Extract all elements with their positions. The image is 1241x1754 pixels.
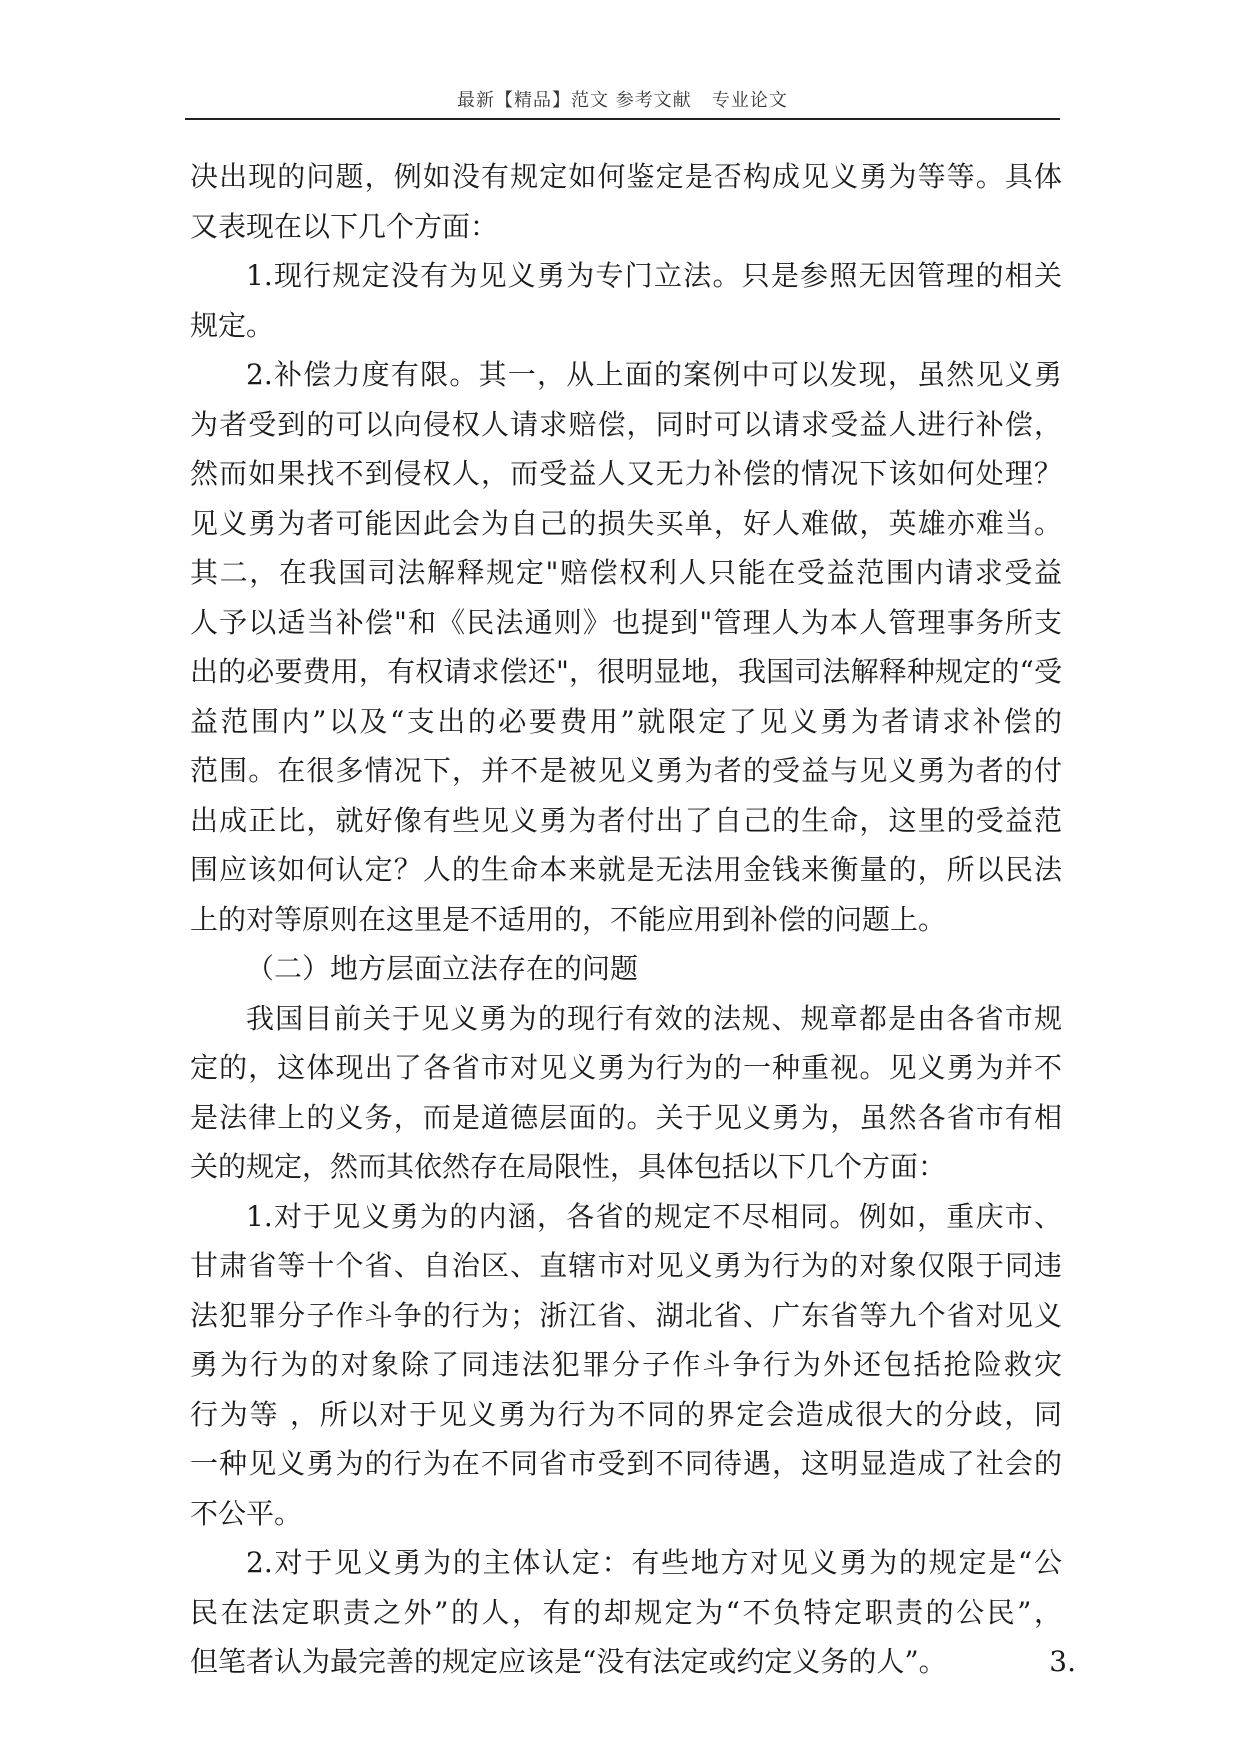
- text-line-content: 不公平。: [190, 1496, 303, 1530]
- text-line-content: 决出现的问题，例如没有规定如何鉴定是否构成见义勇为等等。具体: [190, 160, 1062, 193]
- text-line-content: 一种见义勇为的行为在不同省市受到不同待遇，这明显造成了社会的: [190, 1447, 1062, 1480]
- text-line-content: 规定。: [190, 308, 275, 342]
- text-line: [190, 350, 1062, 400]
- text-line-content: 2.对于见义勇为的主体认定：有些地方对见义勇为的规定是“公: [246, 1546, 1062, 1579]
- text-line: [190, 746, 1062, 796]
- text-line-content: 为者受到的可以向侵权人请求赔偿，同时可以请求受益人进行补偿，: [190, 407, 1062, 441]
- text-line-content: 出成正比，就好像有些见义勇为者付出了自己的生命，这里的受益范: [190, 803, 1062, 837]
- text-line: [190, 449, 1062, 499]
- text-line-content: 上的对等原则在这里是不适用的，不能应用到补偿的问题上。: [190, 902, 947, 936]
- text-line-content: 但笔者认为最完善的规定应该是“没有法定或约定义务的人”。: [190, 1645, 947, 1678]
- text-line-content: 人予以适当补偿"和《民法通则》也提到"管理人为本人管理事务所支: [190, 605, 1062, 639]
- text-line: [190, 251, 1062, 301]
- list-number: 3.: [1049, 1645, 1076, 1678]
- text-line-content: 见义勇为者可能因此会为自己的损失买单，好人难做，英雄亦难当。: [190, 506, 1062, 540]
- page-header: 最新【精品】范文 参考文献 专业论文: [185, 84, 1060, 120]
- text-line-content: 范围。在很多情况下，并不是被见义勇为者的受益与见义勇为者的付: [190, 754, 1062, 787]
- text-line: [190, 1192, 1062, 1242]
- text-line: [190, 1093, 1062, 1143]
- text-line-content: 我国目前关于见义勇为的现行有效的法规、规章都是由各省市规: [246, 1001, 1062, 1035]
- text-line: [190, 895, 1062, 945]
- text-line: [190, 1390, 1062, 1440]
- text-line-content: 其二，在我国司法解释规定"赔偿权利人只能在受益范围内请求受益: [190, 556, 1062, 589]
- text-line: [190, 1241, 1062, 1291]
- text-line-content: 围应该如何认定？人的生命本来就是无法用金钱来衡量的，所以民法: [190, 853, 1062, 886]
- text-line: [190, 548, 1062, 598]
- text-line: [190, 1489, 1062, 1539]
- text-line: [190, 1340, 1062, 1390]
- text-line-content: 又表现在以下几个方面：: [190, 209, 499, 243]
- text-line: [190, 1538, 1062, 1588]
- text-line-content: 民在法定职责之外”的人，有的却规定为“不负特定职责的公民”，: [190, 1595, 1062, 1629]
- text-line-content: 1.对于见义勇为的内涵，各省的规定不尽相同。例如，重庆市、: [246, 1199, 1062, 1233]
- text-line-content: 出的必要费用，有权请求偿还"，很明显地，我国司法解释种规定的“受: [190, 655, 1062, 688]
- text-line-content: 益范围内”以及“支出的必要费用”就限定了见义勇为者请求补偿的: [190, 704, 1062, 738]
- text-line: [190, 1142, 1062, 1192]
- text-line: [190, 202, 1062, 252]
- text-line: [190, 796, 1062, 846]
- text-line: [190, 994, 1062, 1044]
- text-line-content: 关的规定，然而其依然存在局限性，具体包括以下几个方面：: [190, 1150, 947, 1183]
- text-line: [190, 1637, 1076, 1687]
- text-line-content: 勇为行为的对象除了同违法犯罪分子作斗争行为外还包括抢险救灾: [190, 1348, 1062, 1381]
- text-line-content: 2.补偿力度有限。其一，从上面的案例中可以发现，虽然见义勇: [246, 358, 1062, 391]
- text-line: [190, 1291, 1062, 1341]
- text-line-content: （二）地方层面立法存在的问题: [246, 952, 639, 985]
- text-line-content: 1.现行规定没有为见义勇为专门立法。只是参照无因管理的相关: [246, 259, 1062, 292]
- text-line: [190, 301, 1062, 351]
- text-line: [190, 1043, 1062, 1093]
- section-heading: [190, 944, 1062, 994]
- text-line: [190, 1439, 1062, 1489]
- text-line: [190, 1588, 1062, 1638]
- text-line: [190, 499, 1062, 549]
- text-line-content: 甘肃省等十个省、自治区、直辖市对见义勇为行为的对象仅限于同违: [190, 1249, 1062, 1282]
- text-line: [190, 697, 1062, 747]
- text-line-content: 然而如果找不到侵权人，而受益人又无力补偿的情况下该如何处理？: [190, 457, 1062, 490]
- text-line-content: 是法律上的义务，而是道德层面的。关于见义勇为，虽然各省市有相: [190, 1100, 1062, 1134]
- text-line: [190, 598, 1062, 648]
- text-line: [190, 647, 1062, 697]
- text-line: [190, 845, 1062, 895]
- text-line-content: 定的，这体现出了各省市对见义勇为行为的一种重视。见义勇为并不: [190, 1051, 1062, 1084]
- text-line: [190, 400, 1062, 450]
- text-line: [190, 152, 1062, 202]
- text-line-content: 法犯罪分子作斗争的行为；浙江省、湖北省、广东省等九个省对见义: [190, 1298, 1062, 1332]
- text-line-content: 行为等 ，所以对于见义勇为行为不同的界定会造成很大的分歧，同: [190, 1397, 1062, 1431]
- document-body: [190, 152, 1076, 1687]
